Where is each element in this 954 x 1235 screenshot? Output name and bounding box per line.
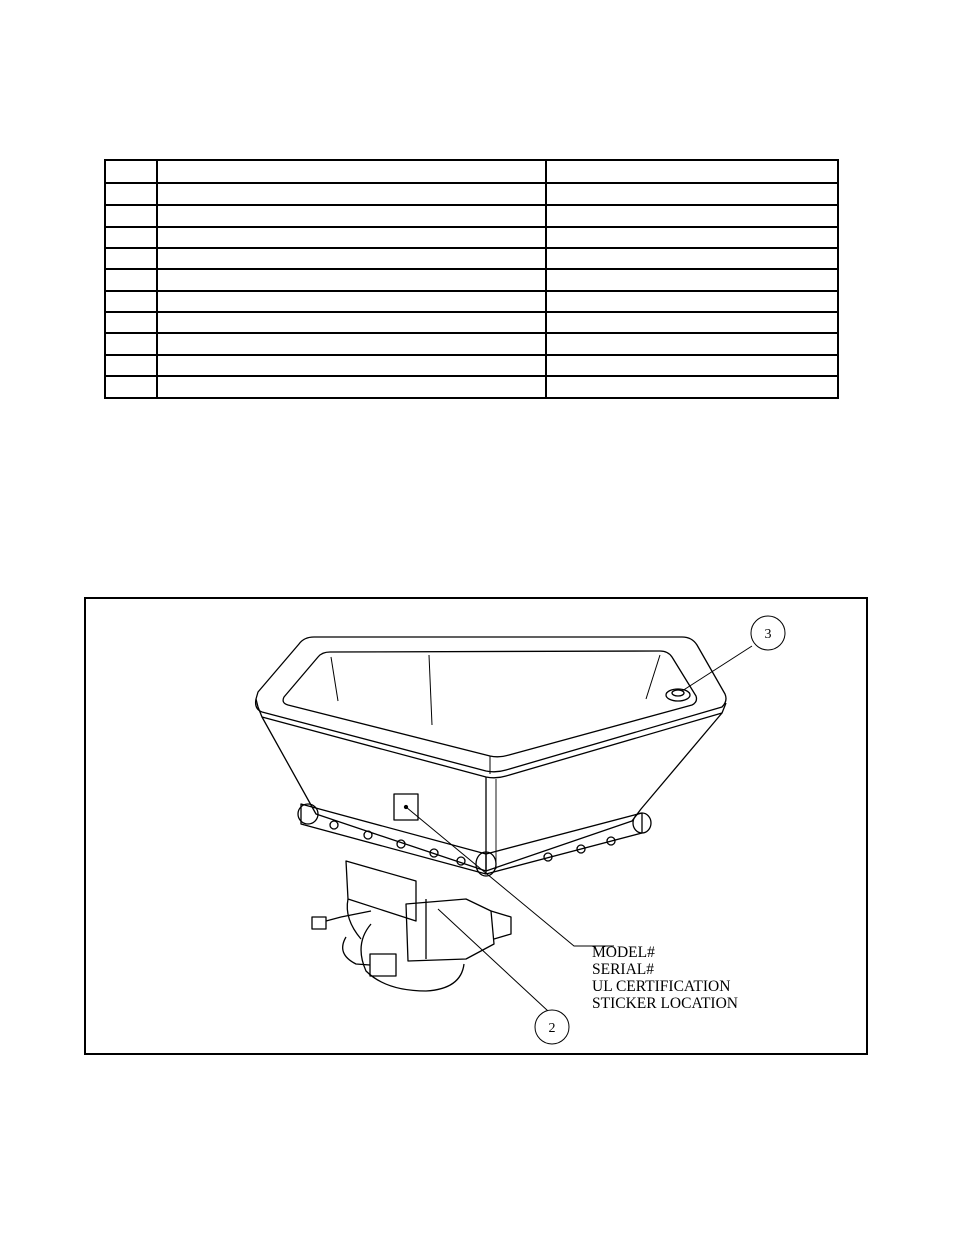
control-knob [666, 689, 690, 701]
table-row [105, 269, 838, 291]
description-cell [157, 355, 546, 376]
table-row [105, 355, 838, 376]
parts-table-body [105, 160, 838, 398]
description-cell [157, 160, 546, 183]
assembly-figure [84, 597, 868, 1055]
item-number-cell [105, 160, 157, 183]
part-number-cell [546, 376, 838, 398]
balloon-2-label: 2 [548, 1021, 556, 1036]
balloon-3 [751, 616, 785, 650]
junction-box [370, 954, 396, 976]
part-number-cell [546, 183, 838, 205]
part-number-cell [546, 248, 838, 269]
item-number-cell [105, 183, 157, 205]
part-number-cell [546, 205, 838, 227]
vat-rim-outer [256, 637, 726, 772]
part-number-cell [546, 269, 838, 291]
fryer-vat-drawing [86, 599, 866, 1053]
power-cord [326, 911, 371, 921]
part-number-cell [546, 355, 838, 376]
description-cell [157, 269, 546, 291]
table-row [105, 376, 838, 398]
sticker-callout [592, 944, 738, 1012]
callout-line-model: MODEL# [592, 944, 655, 961]
description-cell [157, 376, 546, 398]
vat-rim-edge [256, 699, 726, 778]
part-number-cell [546, 312, 838, 333]
item-number-cell [105, 376, 157, 398]
description-cell [157, 312, 546, 333]
blower-motor [406, 899, 494, 961]
part-number-cell [546, 291, 838, 312]
table-row [105, 183, 838, 205]
leader-line-sticker [406, 807, 614, 946]
table-row [105, 333, 838, 355]
item-number-cell [105, 291, 157, 312]
part-number-cell [546, 227, 838, 248]
vat-opening [283, 651, 696, 757]
item-number-cell [105, 227, 157, 248]
table-row [105, 312, 838, 333]
parts-table [104, 159, 839, 399]
item-number-cell [105, 312, 157, 333]
vat-body [262, 713, 722, 871]
balloon-2 [535, 1010, 569, 1044]
leader-line-3 [682, 646, 752, 691]
table-row [105, 205, 838, 227]
item-number-cell [105, 269, 157, 291]
item-number-cell [105, 333, 157, 355]
part-number-cell [546, 333, 838, 355]
balloon-3-label: 3 [764, 627, 772, 642]
description-cell [157, 333, 546, 355]
description-cell [157, 205, 546, 227]
callout-line-serial: SERIAL# [592, 961, 654, 978]
callout-line-ul: UL CERTIFICATION [592, 978, 731, 995]
item-number-cell [105, 205, 157, 227]
blower-housing [346, 861, 416, 921]
table-row [105, 227, 838, 248]
description-cell [157, 183, 546, 205]
table-row [105, 248, 838, 269]
callout-line-sticker: STICKER LOCATION [592, 995, 738, 1012]
item-number-cell [105, 355, 157, 376]
part-number-cell [546, 160, 838, 183]
description-cell [157, 291, 546, 312]
power-plug [312, 917, 326, 929]
table-row [105, 291, 838, 312]
description-cell [157, 248, 546, 269]
item-number-cell [105, 248, 157, 269]
description-cell [157, 227, 546, 248]
table-row [105, 160, 838, 183]
